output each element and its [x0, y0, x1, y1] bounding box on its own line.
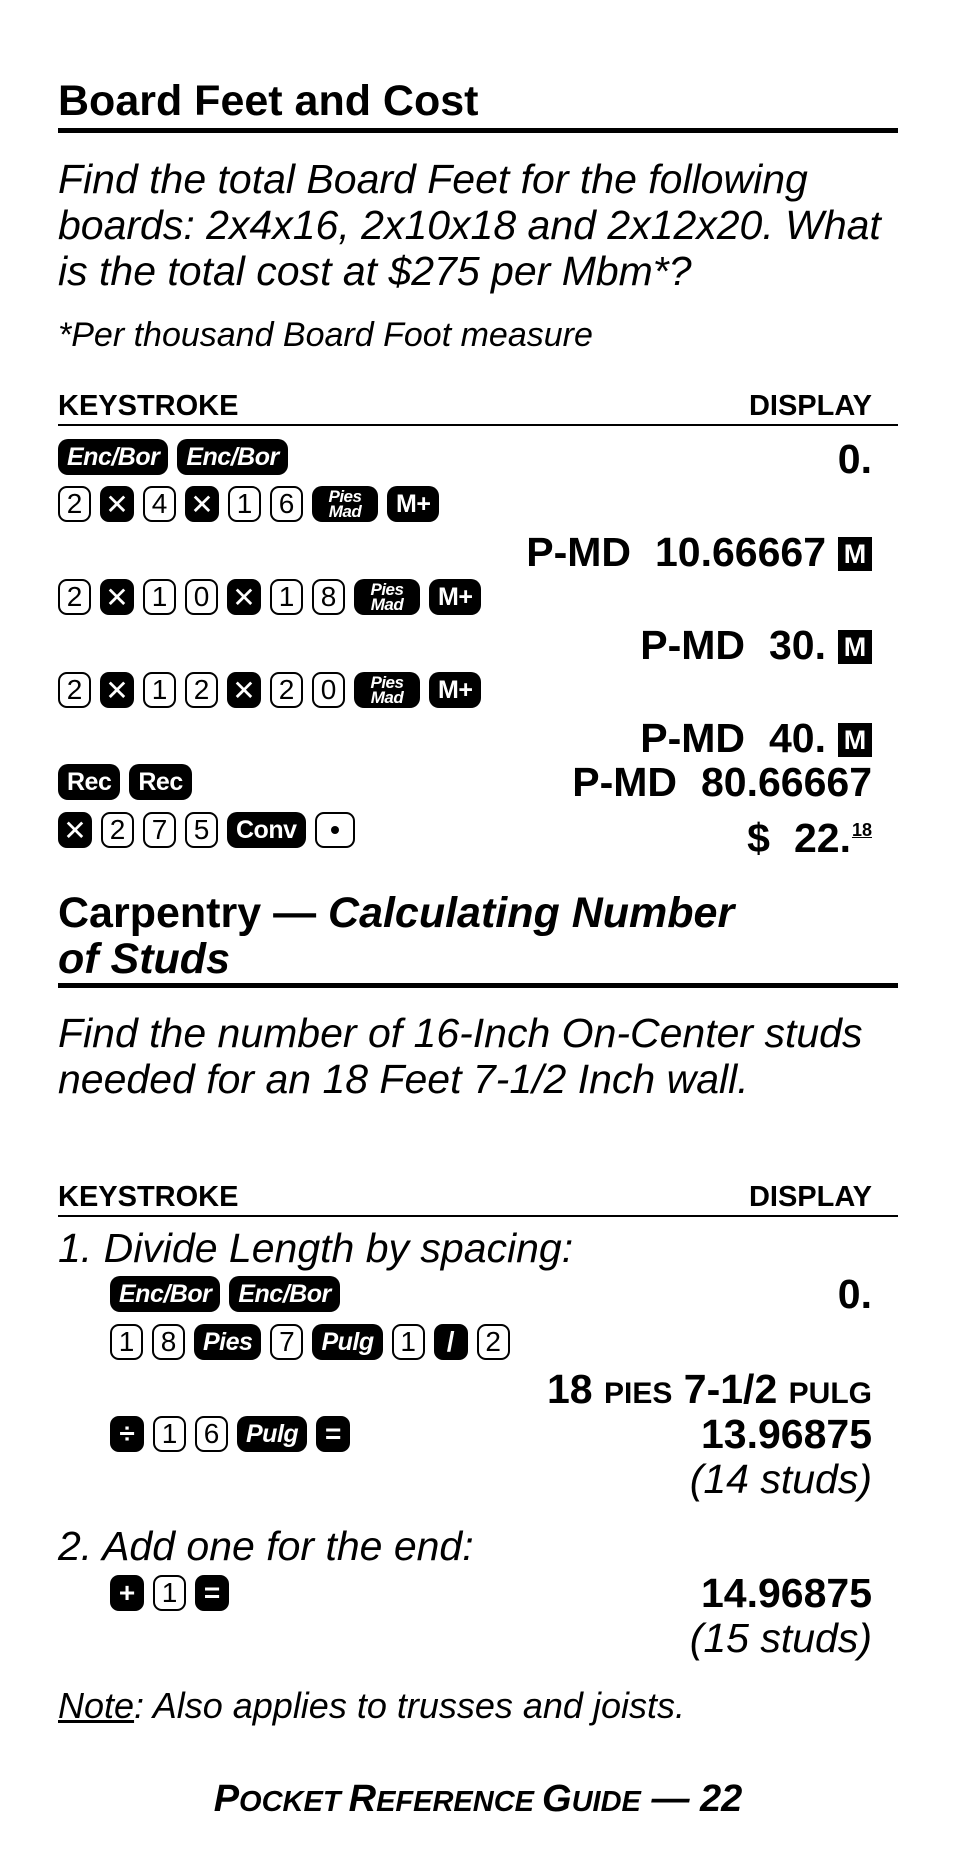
display-value: P-MD 40. M: [640, 716, 872, 760]
display-header: DISPLAY: [748, 1181, 872, 1213]
keystroke-row: [110, 1322, 510, 1362]
digit-2-key[interactable]: 2: [101, 812, 134, 848]
stud-count-note: (14 studs): [689, 1456, 872, 1502]
digit-4-key[interactable]: 4: [143, 486, 176, 522]
display-header: DISPLAY: [748, 390, 872, 422]
keystroke-row: [58, 670, 481, 710]
m-plus-key[interactable]: M+: [429, 672, 481, 708]
title-rule: [58, 983, 898, 988]
equals-key[interactable]: =: [195, 1575, 229, 1611]
enc-bor-key[interactable]: Enc/Bor: [229, 1276, 339, 1312]
header-rule: [58, 424, 898, 426]
display-value: 0.: [837, 436, 872, 482]
memory-indicator: M: [838, 630, 872, 664]
conv-key[interactable]: Conv: [227, 812, 306, 848]
multiply-key[interactable]: ✕: [100, 672, 134, 708]
display-value: 0.: [837, 1271, 872, 1317]
header-rule: [58, 1215, 898, 1217]
note: Note: Also applies to trusses and joists.: [58, 1685, 685, 1726]
keystroke-row: [58, 437, 288, 477]
page: [58, 0, 898, 1862]
keystroke-row: [58, 484, 439, 524]
digit-8-key[interactable]: 8: [312, 579, 345, 615]
display-value: $ 22.18: [747, 815, 872, 861]
keystroke-row: [58, 810, 355, 850]
display-value: P-MD 10.66667 M: [526, 530, 872, 574]
digit-1-key[interactable]: 1: [270, 579, 303, 615]
digit-6-key[interactable]: 6: [270, 486, 303, 522]
multiply-key[interactable]: ✕: [100, 579, 134, 615]
keystroke-row: [58, 577, 481, 617]
multiply-key[interactable]: ✕: [227, 579, 261, 615]
digit-1-key[interactable]: 1: [110, 1324, 143, 1360]
plus-key[interactable]: +: [110, 1575, 144, 1611]
keystroke-row: [110, 1414, 350, 1454]
pies-key[interactable]: Pies: [194, 1324, 261, 1360]
decimal-point-key[interactable]: [315, 812, 355, 848]
keystroke-row: [110, 1274, 340, 1314]
footnote: *Per thousand Board Foot measure: [58, 316, 593, 354]
page-footer: POCKET REFERENCE GUIDE — 22: [213, 1778, 743, 1820]
equals-key[interactable]: =: [316, 1416, 350, 1452]
enc-bor-key[interactable]: Enc/Bor: [58, 439, 168, 475]
multiply-key[interactable]: ✕: [100, 486, 134, 522]
problem-text: Find the number of 16-Inch On-Center studs needed for an 18 Feet 7-1/2 Inch wall.: [58, 1010, 863, 1102]
pies-mad-key[interactable]: Pies Mad: [312, 486, 378, 522]
digit-1-key[interactable]: 1: [143, 579, 176, 615]
keystroke-header: KEYSTROKE: [58, 1181, 239, 1213]
pies-mad-key[interactable]: Pies Mad: [354, 672, 420, 708]
memory-indicator: M: [838, 537, 872, 571]
keystroke-header: KEYSTROKE: [58, 390, 239, 422]
digit-2-key[interactable]: 2: [477, 1324, 510, 1360]
digit-2-key[interactable]: 2: [58, 486, 91, 522]
rec-key[interactable]: Rec: [129, 764, 191, 800]
digit-0-key[interactable]: 0: [312, 672, 345, 708]
fraction-key[interactable]: /: [434, 1324, 468, 1360]
digit-2-key[interactable]: 2: [185, 672, 218, 708]
digit-1-key[interactable]: 1: [228, 486, 261, 522]
dot-icon: [331, 826, 339, 834]
display-value: 18 PIES 7-1/2 PULG: [547, 1366, 872, 1412]
divide-key[interactable]: ÷: [110, 1416, 144, 1452]
display-value: P-MD 80.66667: [572, 759, 872, 805]
stud-count-note: (15 studs): [689, 1615, 872, 1661]
digit-8-key[interactable]: 8: [152, 1324, 185, 1360]
keystroke-row: [110, 1573, 229, 1613]
section-title-board-feet: Board Feet and Cost: [58, 77, 479, 125]
digit-2-key[interactable]: 2: [270, 672, 303, 708]
digit-5-key[interactable]: 5: [185, 812, 218, 848]
step-2-label: 2. Add one for the end:: [58, 1523, 474, 1569]
m-plus-key[interactable]: M+: [429, 579, 481, 615]
section-title-studs: Carpentry — Calculating Number of Studs: [58, 889, 735, 983]
multiply-key[interactable]: ✕: [185, 486, 219, 522]
pulg-key[interactable]: Pulg: [237, 1416, 307, 1452]
display-value: 14.96875: [700, 1570, 872, 1616]
enc-bor-key[interactable]: Enc/Bor: [177, 439, 287, 475]
digit-7-key[interactable]: 7: [270, 1324, 303, 1360]
digit-2-key[interactable]: 2: [58, 672, 91, 708]
keystroke-row: [58, 762, 192, 802]
digit-1-key[interactable]: 1: [143, 672, 176, 708]
digit-7-key[interactable]: 7: [143, 812, 176, 848]
digit-1-key[interactable]: 1: [392, 1324, 425, 1360]
digit-1-key[interactable]: 1: [153, 1416, 186, 1452]
enc-bor-key[interactable]: Enc/Bor: [110, 1276, 220, 1312]
pulg-key[interactable]: Pulg: [312, 1324, 382, 1360]
memory-indicator: M: [838, 723, 872, 757]
multiply-key[interactable]: ✕: [58, 812, 92, 848]
pies-mad-key[interactable]: Pies Mad: [354, 579, 420, 615]
digit-6-key[interactable]: 6: [195, 1416, 228, 1452]
problem-text: Find the total Board Feet for the following boards: 2x4x16, 2x10x18 and 2x12x20. What is the total cost at $275 per Mbm*?: [58, 156, 881, 294]
display-value: P-MD 30. M: [640, 623, 872, 667]
digit-2-key[interactable]: 2: [58, 579, 91, 615]
rec-key[interactable]: Rec: [58, 764, 120, 800]
step-1-label: 1. Divide Length by spacing:: [58, 1225, 574, 1271]
digit-0-key[interactable]: 0: [185, 579, 218, 615]
digit-1-key[interactable]: 1: [153, 1575, 186, 1611]
multiply-key[interactable]: ✕: [227, 672, 261, 708]
m-plus-key[interactable]: M+: [387, 486, 439, 522]
title-rule: [58, 128, 898, 133]
display-value: 13.96875: [700, 1411, 872, 1457]
